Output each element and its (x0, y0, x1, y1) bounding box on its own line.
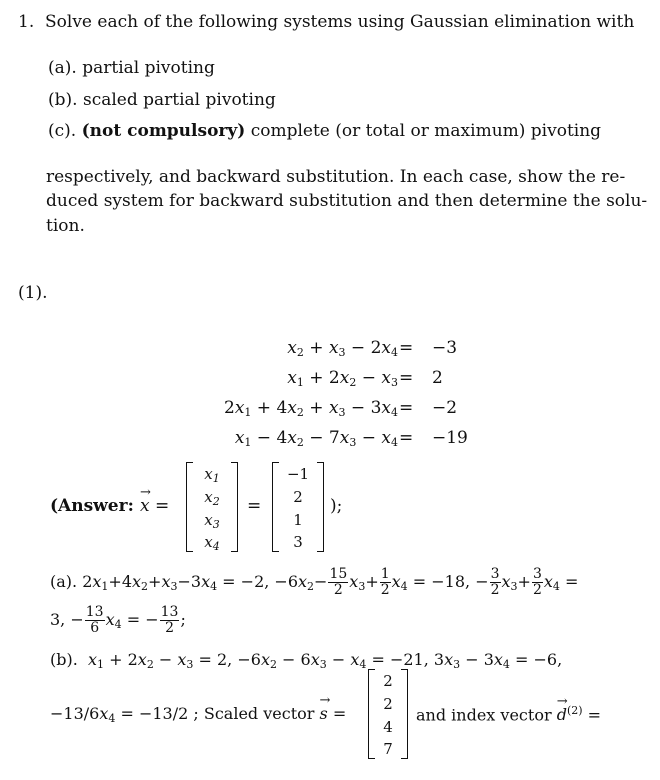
answer-unknowns-matrix (186, 462, 238, 552)
equation-4-rhs: −19 (432, 428, 468, 448)
item-b-label: (b). (48, 90, 78, 110)
reduced-system-a-line2: 3, − $\frac{13}{6}$ $x_4$ = − $\frac{13}{2}$ ; (50, 604, 186, 636)
para-line-3: tion. (46, 216, 85, 236)
equation-2-rhs: 2 (432, 368, 443, 388)
equation-2-equals: = (399, 368, 414, 388)
answer-value-1: −1 (286, 465, 310, 483)
answer-value-3: 1 (293, 511, 303, 529)
item-c (48, 121, 601, 141)
equation-4-equals: = (399, 428, 414, 448)
scaled-value-3: 4 (383, 718, 393, 736)
scaled-value-4: 7 (383, 740, 393, 758)
problem-intro: Solve each of the following systems using Gaussian elimination with (45, 12, 635, 32)
part-label: (1). (18, 283, 48, 303)
answer-equals: = (247, 496, 262, 516)
unknown-x2: $x_2$ (204, 488, 220, 508)
item-b-text: scaled partial pivoting (82, 90, 276, 110)
answer-values-matrix (272, 462, 324, 552)
equation-1-lhs: $x_2 + x_3 - 2x_4$ (287, 338, 398, 359)
reduced-system-b-line2: $-13/6x_4 = -13/2$ ; Scaled vector → s = (50, 704, 346, 725)
item-a-text: partial pivoting (82, 58, 215, 78)
equation-1-equals: = (399, 338, 414, 358)
scaled-label: Scaled vector (203, 704, 315, 723)
item-a (48, 58, 215, 78)
para-line-1: respectively, and backward substitution. In each case, show the re- (46, 167, 626, 187)
problem-number: 1. (18, 12, 35, 32)
answer-close: ); (330, 496, 343, 516)
index-vector-text: and index vector → $d^{(2)}$ = (416, 704, 601, 724)
b-label: (b). (50, 650, 78, 669)
item-c-text: complete (or total or maximum) pivoting (250, 121, 602, 141)
unknown-x3: $x_3$ (204, 511, 220, 531)
item-c-label: (c). (48, 121, 77, 141)
answer-label: (Answer: (50, 496, 134, 516)
equation-3-equals: = (399, 398, 414, 418)
equation-1-rhs: −3 (432, 338, 458, 358)
unknown-x1: $x_1$ (204, 465, 220, 485)
para-line-2: duced system for backward substitution and then determine the solu- (46, 191, 648, 211)
equation-3-lhs: $2x_1 + 4x_2 + x_3 - 3x_4$ (223, 398, 398, 419)
scaled-vector-matrix (368, 669, 408, 759)
answer-value-4: 3 (293, 533, 303, 551)
index-label: and index vector (416, 705, 552, 725)
answer-value-2: 2 (293, 488, 303, 506)
equation-2-lhs: $x_1 + 2x_2 - x_3$ (287, 368, 398, 389)
unknown-x4: $x_4$ (204, 533, 220, 553)
a-label: (a). (50, 572, 78, 591)
equation-3-rhs: −2 (432, 398, 458, 418)
reduced-system-a-line1: (a). $2x_1+4x_2+x_3-3x_4 = -2$, $-6x_2-$ $\frac{15}{2}$ $x_3+$ $\frac{1}{2}$ $x_4 = -18$, − $\frac{3}{2}$ $x_3+$ $\frac{3}{2}$ $x_4$ = (50, 566, 579, 598)
answer-vector-symbol: → x = (140, 496, 169, 516)
scaled-value-1: 2 (383, 672, 393, 690)
item-a-label: (a). (48, 58, 77, 78)
item-b (48, 90, 276, 110)
equation-4-lhs: $x_1 - 4x_2 - 7x_3 - x_4$ (234, 428, 398, 449)
item-c-bold: (not compulsory) (81, 121, 246, 141)
reduced-system-b-line1: (b). $x_1 + 2x_2 - x_3 = 2$, $-6x_2 - 6x_3 - x_4 = -21$, $3x_3 - 3x_4 = -6$, (50, 650, 563, 671)
scaled-value-2: 2 (383, 695, 393, 713)
